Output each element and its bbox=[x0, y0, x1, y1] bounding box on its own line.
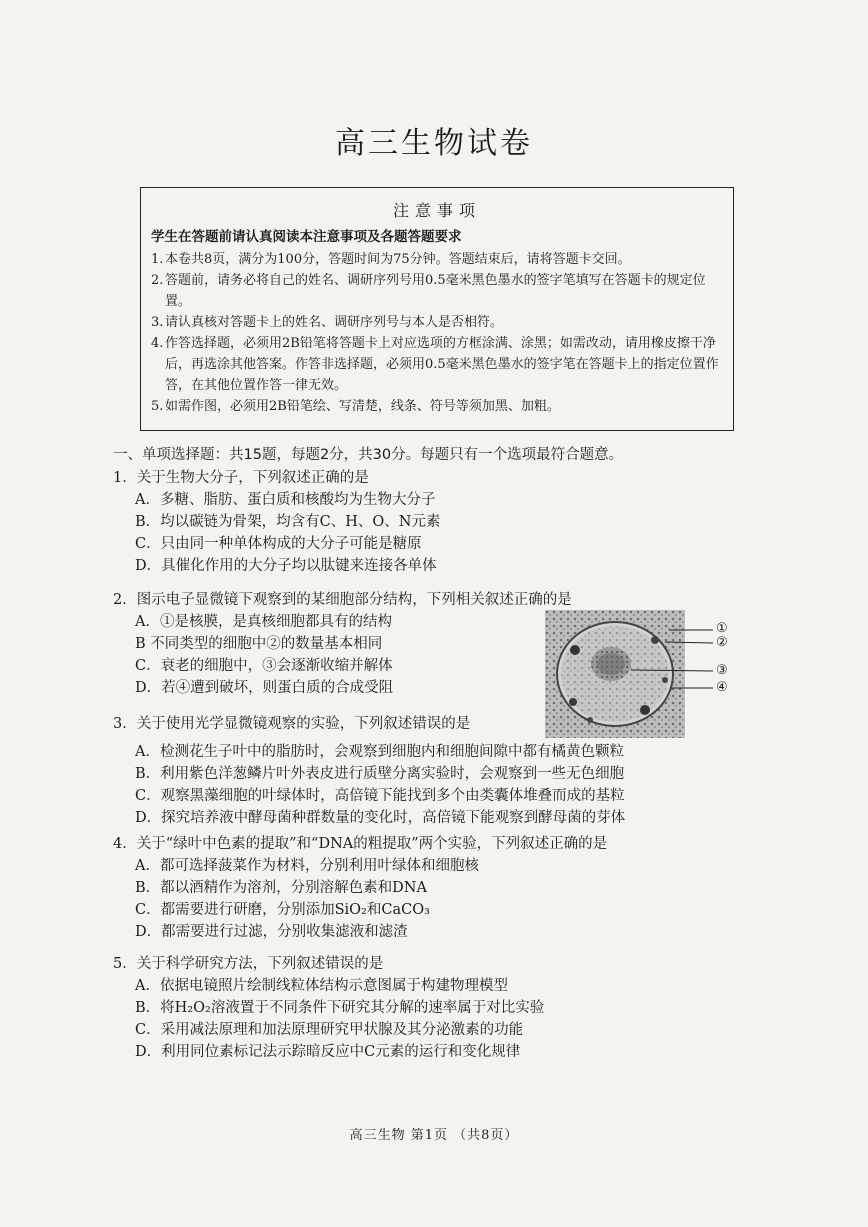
figure-label-4: ④ bbox=[716, 680, 728, 695]
notice-item bbox=[151, 396, 723, 417]
notice-item bbox=[151, 333, 723, 396]
notice-item-text: 答题前，请务必将自己的姓名、调研序列号用0.5毫米黑色墨水的签字笔填写在答题卡的规定位置。 bbox=[165, 273, 706, 309]
notice-title: 注意事项 bbox=[392, 201, 481, 220]
page-title: 高三生物试卷 bbox=[335, 126, 533, 161]
notice-item-text: 如需作图，必须用2B铅笔绘、写清楚，线条、符号等须加黑、加粗。 bbox=[165, 399, 560, 414]
option-c: C．采用减法原理和加法原理研究甲状腺及其分泌激素的功能 bbox=[135, 1022, 524, 1038]
section-header: 一、单项选择题：共15题，每题2分，共30分。每题只有一个选项最符合题意。 bbox=[113, 447, 624, 463]
figure-label-1: ① bbox=[716, 621, 728, 636]
question-4 bbox=[113, 833, 607, 943]
option-d: D．都需要进行过滤，分别收集滤液和滤渣 bbox=[135, 924, 408, 940]
figure-label-3: ③ bbox=[716, 663, 728, 678]
notice-item-text: 请认真核对答题卡上的姓名、调研序列号与本人是否相符。 bbox=[165, 315, 504, 330]
option-b: B．均以碳链为骨架，均含有C、H、O、N元素 bbox=[135, 514, 441, 530]
question-5 bbox=[113, 953, 544, 1063]
notice-item-number: 4. bbox=[151, 336, 164, 351]
option-b: B 不同类型的细胞中②的数量基本相同 bbox=[135, 636, 383, 652]
notice-box bbox=[140, 187, 734, 431]
question-2 bbox=[113, 589, 572, 699]
notice-item-number: 2. bbox=[151, 273, 164, 288]
option-b: B．将H₂O₂溶液置于不同条件下研究其分解的速率属于对比实验 bbox=[135, 1000, 545, 1016]
option-c: C．只由同一种单体构成的大分子可能是糖原 bbox=[135, 536, 422, 552]
option-c: C．衰老的细胞中，③会逐渐收缩并解体 bbox=[135, 658, 393, 674]
question-3 bbox=[113, 713, 625, 829]
option-d: D．利用同位素标记法示踪暗反应中C元素的运行和变化规律 bbox=[135, 1044, 521, 1060]
option-a: A．检测花生子叶中的脂肪时，会观察到细胞内和细胞间隙中都有橘黄色颗粒 bbox=[135, 744, 624, 760]
notice-intro: 学生在答题前请认真阅读本注意事项及各题答题要求 bbox=[151, 229, 462, 245]
question-stem: 1．关于生物大分子，下列叙述正确的是 bbox=[113, 470, 369, 486]
notice-item bbox=[151, 312, 723, 333]
option-a: A．多糖、脂肪、蛋白质和核酸均为生物大分子 bbox=[135, 492, 436, 508]
notice-item-number: 5. bbox=[151, 399, 164, 414]
option-d: D．探究培养液中酵母菌种群数量的变化时，高倍镜下能观察到酵母菌的芽体 bbox=[135, 810, 626, 826]
notice-item-text: 作答选择题，必须用2B铅笔将答题卡上对应选项的方框涂满、涂黑；如需改动，请用橡皮擦干净后，再选涂其他答案。作答非选择题，必须用0.5毫米黑色墨水的签字笔在答题卡上的指定位置作答，在其他位置作答一律无效。 bbox=[165, 336, 719, 393]
notice-item bbox=[151, 249, 723, 270]
option-c: C．观察黑藻细胞的叶绿体时，高倍镜下能找到多个由类囊体堆叠而成的基粒 bbox=[135, 788, 625, 804]
option-a: A．都可选择菠菜作为材料，分别利用叶绿体和细胞核 bbox=[135, 858, 479, 874]
question-stem: 3．关于使用光学显微镜观察的实验，下列叙述错误的是 bbox=[113, 716, 471, 732]
option-b: B．利用紫色洋葱鳞片叶外表皮进行质壁分离实验时，会观察到一些无色细胞 bbox=[135, 766, 625, 782]
option-a: A．①是核膜，是真核细胞都具有的结构 bbox=[135, 614, 392, 630]
notice-item bbox=[151, 270, 723, 312]
notice-item-number: 1. bbox=[151, 252, 164, 267]
option-d: D．若④遭到破坏，则蛋白质的合成受阻 bbox=[135, 680, 394, 696]
notice-item-text: 本卷共8页，满分为100分，答题时间为75分钟。答题结束后，请将答题卡交回。 bbox=[165, 252, 631, 267]
page-footer: 高三生物 第1页 （共8页） bbox=[349, 1128, 519, 1143]
option-c: C．都需要进行研磨，分别添加SiO₂和CaCO₃ bbox=[135, 902, 430, 918]
question-stem: 4．关于“绿叶中色素的提取”和“DNA的粗提取”两个实验，下列叙述正确的是 bbox=[113, 836, 608, 852]
question-1 bbox=[113, 467, 440, 577]
question-stem: 5．关于科学研究方法，下列叙述错误的是 bbox=[113, 956, 384, 972]
option-a: A．依据电镜照片绘制线粒体结构示意图属于构建物理模型 bbox=[135, 978, 508, 994]
option-b: B．都以酒精作为溶剂，分别溶解色素和DNA bbox=[135, 880, 427, 896]
figure-label-2: ② bbox=[716, 635, 728, 650]
notice-item-number: 3. bbox=[151, 315, 164, 330]
question-stem: 2．图示电子显微镜下观察到的某细胞部分结构，下列相关叙述正确的是 bbox=[113, 592, 572, 608]
option-d: D．具催化作用的大分子均以肽键来连接各单体 bbox=[135, 558, 437, 574]
